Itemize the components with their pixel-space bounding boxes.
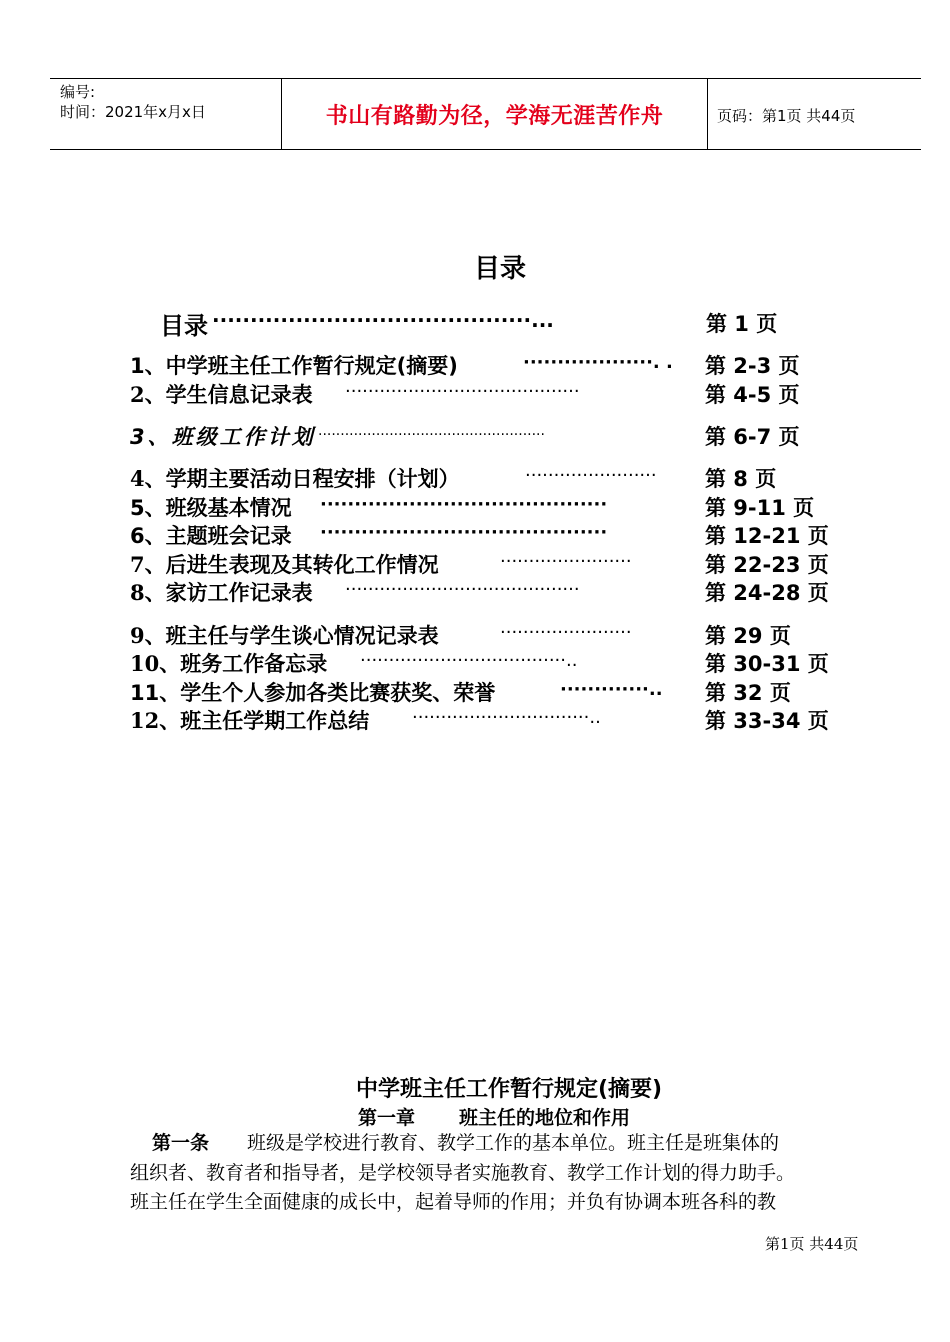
toc-entry-page: 第 12-21 页	[705, 524, 829, 548]
toc-entry-label: 6、主题班会记录	[130, 524, 292, 548]
header-left-cell	[50, 79, 281, 149]
toc-entry-dots: ··········································	[320, 522, 608, 543]
toc-entry-page: 第 33-34 页	[705, 709, 829, 733]
toc-entry-label: 12、班主任学期工作总结	[130, 708, 370, 733]
body-text-line-1: 班级是学校进行教育、教学工作的基本单位。班主任是班集体的	[247, 1132, 780, 1154]
toc-top-entry-dots: ··········································...	[212, 308, 554, 332]
toc-top-entry-page: 第 1 页	[706, 312, 778, 336]
toc-entry-label: 7、后进生表现及其转化工作情况	[130, 552, 439, 577]
toc-entry-label: 9、班主任与学生谈心情况记录表	[130, 623, 439, 648]
toc-entry-label: 2、学生信息记录表	[130, 382, 313, 407]
chapter-number: 第一章	[358, 1107, 416, 1129]
toc-entry-page: 第 8 页	[705, 467, 777, 491]
section-title: 中学班主任工作暂行规定(摘要)	[355, 1077, 663, 1102]
toc-entry-page: 第 2-3 页	[705, 354, 800, 378]
page-footer: 第1页 共44页	[765, 1235, 859, 1253]
toc-entry-dots: ·······························..	[412, 707, 601, 728]
body-line-1	[130, 1128, 875, 1158]
toc-entry-dots: ·······················	[500, 551, 632, 572]
toc-entry-dots: ·········································	[345, 579, 580, 600]
document-number-label: 编号:	[60, 83, 96, 101]
document-header	[50, 78, 921, 150]
toc-entry-label: 5、班级基本情况	[130, 496, 292, 520]
toc-entry-page: 第 9-11 页	[705, 496, 815, 520]
header-page-cell	[707, 79, 921, 149]
document-time-label: 时间：2021年x月x日	[60, 103, 206, 121]
chapter-heading	[358, 1103, 630, 1130]
body-line-2: 组织者、教育者和指导者，是学校领导者实施教育、教学工作计划的得力助手。	[130, 1162, 796, 1184]
toc-entry-page: 第 32 页	[705, 681, 791, 705]
toc-entry-dots: ·········································	[345, 381, 580, 402]
toc-entry-label: 11、学生个人参加各类比赛获奖、荣誉	[130, 681, 496, 705]
toc-entry-dots: ·······················	[500, 622, 632, 643]
toc-entry-page: 第 24-28 页	[705, 581, 829, 605]
toc-entry-dots: ·············..	[560, 679, 663, 700]
toc-entry-dots: ····································..	[360, 650, 578, 671]
toc-entry-label: 3、班级工作计划	[130, 425, 316, 449]
toc-entry-page: 第 4-5 页	[705, 383, 800, 407]
toc-entry-label: 10、班务工作备忘录	[130, 651, 328, 676]
chapter-name: 班主任的地位和作用	[459, 1107, 631, 1129]
toc-entry-label: 4、学期主要活动日程安排（计划）	[130, 466, 460, 491]
body-line-3: 班主任在学生全面健康的成长中，起着导师的作用；并负有协调本班各科的教	[130, 1191, 777, 1213]
toc-entry-dots: ···················. .	[523, 352, 673, 373]
article-label: 第一条	[152, 1132, 210, 1154]
toc-entry-page: 第 29 页	[705, 624, 791, 648]
toc-entry-label: 1、中学班主任工作暂行规定(摘要)	[130, 354, 458, 378]
toc-entry-page: 第 30-31 页	[705, 652, 829, 676]
header-page-info: 页码：第1页 共44页	[717, 107, 856, 125]
toc-entry-dots: ··········································	[320, 494, 608, 515]
toc-entry-page: 第 6-7 页	[705, 425, 800, 449]
toc-entry-page: 第 22-23 页	[705, 553, 829, 577]
toc-entry-dots: ···················································	[318, 427, 545, 443]
header-motto-cell	[281, 79, 708, 149]
motto-text: 书山有路勤为径，学海无涯苦作舟	[325, 104, 664, 129]
toc-heading: 目录	[473, 254, 526, 284]
toc-top-entry-label: 目录	[160, 312, 208, 340]
toc-entry-dots: ·······················	[525, 465, 657, 486]
toc-entry-label: 8、家访工作记录表	[130, 580, 313, 605]
